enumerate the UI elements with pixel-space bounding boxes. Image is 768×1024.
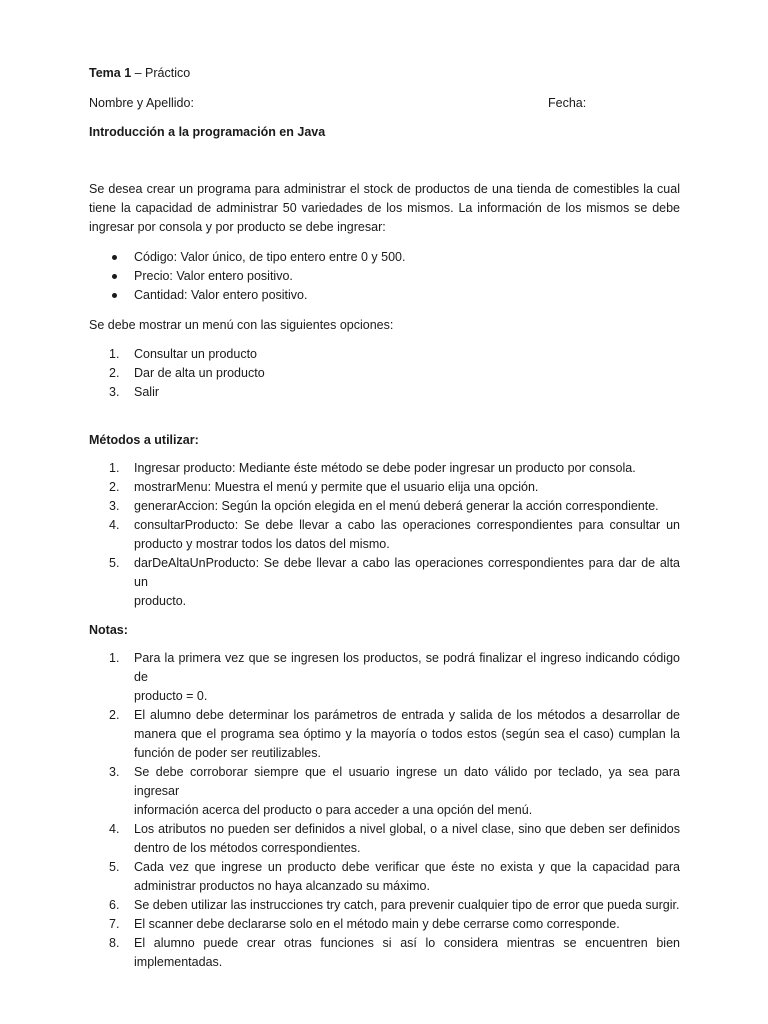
methods-heading: Métodos a utilizar: — [89, 433, 199, 447]
list-item: 2. Dar de alta un producto — [109, 366, 265, 380]
list-item-line: dentro de los métodos correspondientes. — [134, 841, 361, 855]
list-item — [89, 820, 680, 858]
bullet-icon — [112, 293, 117, 298]
list-item-line: consultarProducto: Se debe llevar a cabo las operaciones correspondientes para consultar un — [134, 518, 680, 532]
list-item-line: manera que el programa sea óptimo y la mayoría o todos estos (según sea el caso) cumplan la — [134, 727, 680, 741]
list-item-line: Cada vez que ingrese un producto debe verificar que éste no exista y que la capacidad para — [134, 860, 680, 874]
list-item — [89, 497, 680, 516]
list-number: 2. — [109, 480, 120, 494]
list-item — [89, 267, 680, 286]
list-item — [89, 706, 680, 763]
list-number: 3. — [109, 765, 120, 779]
tema-line — [89, 64, 190, 83]
list-item-line: implementadas. — [134, 955, 223, 969]
list-item — [89, 915, 680, 934]
menu-options-list — [89, 345, 680, 402]
list-item-line: mostrarMenu: Muestra el menú y permite que el usuario elija una opción. — [134, 480, 539, 494]
list-number: 4. — [109, 822, 120, 836]
fields-list — [89, 248, 680, 305]
list-item — [89, 248, 680, 267]
field-text: Código: Valor único, de tipo entero entre 0 y 500. — [134, 250, 406, 264]
list-number: 7. — [109, 917, 120, 931]
intro-line-1: Se desea crear un programa para administrar el stock de productos de una tienda de comestibles la cual — [89, 182, 680, 196]
list-item: 1. Consultar un producto — [109, 347, 257, 361]
list-item-line: administrar productos no haya alcanzado su máximo. — [134, 879, 430, 893]
tema-rest: – Práctico — [131, 66, 191, 80]
list-item-line: El alumno puede crear otras funciones si así lo considera mientras se encuentren bien — [134, 936, 680, 950]
list-item-line: El alumno debe determinar los parámetros de entrada y salida de los métodos a desarrollar de — [134, 708, 680, 722]
list-number: 1. — [109, 461, 120, 475]
list-item-line: darDeAltaUnProducto: Se debe llevar a cabo las operaciones correspondientes para dar de alta un — [134, 556, 680, 589]
list-number: 5. — [109, 860, 120, 874]
list-item — [89, 896, 680, 915]
list-item — [89, 459, 680, 478]
list-item-line: producto. — [134, 594, 187, 608]
list-item — [89, 934, 680, 972]
intro-paragraph — [89, 180, 680, 237]
tema-label: Tema 1 — [89, 66, 132, 80]
methods-list — [89, 459, 680, 611]
list-number: 3. — [109, 499, 120, 513]
field-text: Cantidad: Valor entero positivo. — [134, 288, 308, 302]
list-item-line: Ingresar producto: Mediante éste método se debe poder ingresar un producto por consola. — [134, 461, 636, 475]
menu-option: Salir — [134, 385, 160, 399]
menu-option: Consultar un producto — [134, 347, 257, 361]
list-item — [89, 478, 680, 497]
intro-line-3: ingresar por consola y por producto se debe ingresar: — [89, 220, 386, 234]
list-item-line: generarAccion: Según la opción elegida en el menú deberá generar la acción correspondiente. — [134, 499, 659, 513]
list-number: 1. — [109, 651, 120, 665]
list-item — [89, 858, 680, 896]
list-number: 5. — [109, 556, 120, 570]
list-item-line: Los atributos no pueden ser definidos a nivel global, o a nivel clase, sino que deben ser definidos — [134, 822, 680, 836]
bullet-icon — [112, 255, 117, 260]
bullet-icon — [112, 274, 117, 279]
list-item — [89, 649, 680, 706]
list-number: 8. — [109, 936, 120, 950]
list-item — [89, 763, 680, 820]
list-item: 3. Salir — [109, 385, 160, 399]
list-number: 4. — [109, 518, 120, 532]
list-item — [89, 554, 680, 611]
nombre-label: Nombre y Apellido: — [89, 96, 194, 110]
list-item-line: Se debe corroborar siempre que el usuario ingrese un dato válido por teclado, ya sea para ingresar — [134, 765, 680, 798]
list-item — [89, 286, 680, 305]
list-item-line: información acerca del producto o para acceder a una opción del menú. — [134, 803, 533, 817]
list-item-line: producto = 0. — [134, 689, 208, 703]
list-item — [89, 516, 680, 554]
list-item-line: El scanner debe declararse solo en el método main y debe cerrarse como corresponde. — [134, 917, 620, 931]
list-item-line: función de poder ser reutilizables. — [134, 746, 321, 760]
list-item-line: Para la primera vez que se ingresen los productos, se podrá finalizar el ingreso indicando código de — [134, 651, 680, 684]
list-item-line: producto y mostrar todos los datos del mismo. — [134, 537, 390, 551]
fecha-label: Fecha: — [548, 96, 587, 110]
list-number: 6. — [109, 898, 120, 912]
intro-line-2: tiene la capacidad de administrar 50 variedades de los mismos. La información de los mismos se debe — [89, 201, 680, 215]
list-number: 2. — [109, 708, 120, 722]
notes-heading: Notas: — [89, 623, 128, 637]
subtitle: Introducción a la programación en Java — [89, 125, 326, 139]
list-item-line: Se deben utilizar las instrucciones try catch, para prevenir cualquier tipo de error que pueda surgir. — [134, 898, 680, 912]
field-text: Precio: Valor entero positivo. — [134, 269, 293, 283]
notes-list — [89, 649, 680, 972]
menu-option: Dar de alta un producto — [134, 366, 265, 380]
menu-intro: Se debe mostrar un menú con las siguientes opciones: — [89, 318, 394, 332]
